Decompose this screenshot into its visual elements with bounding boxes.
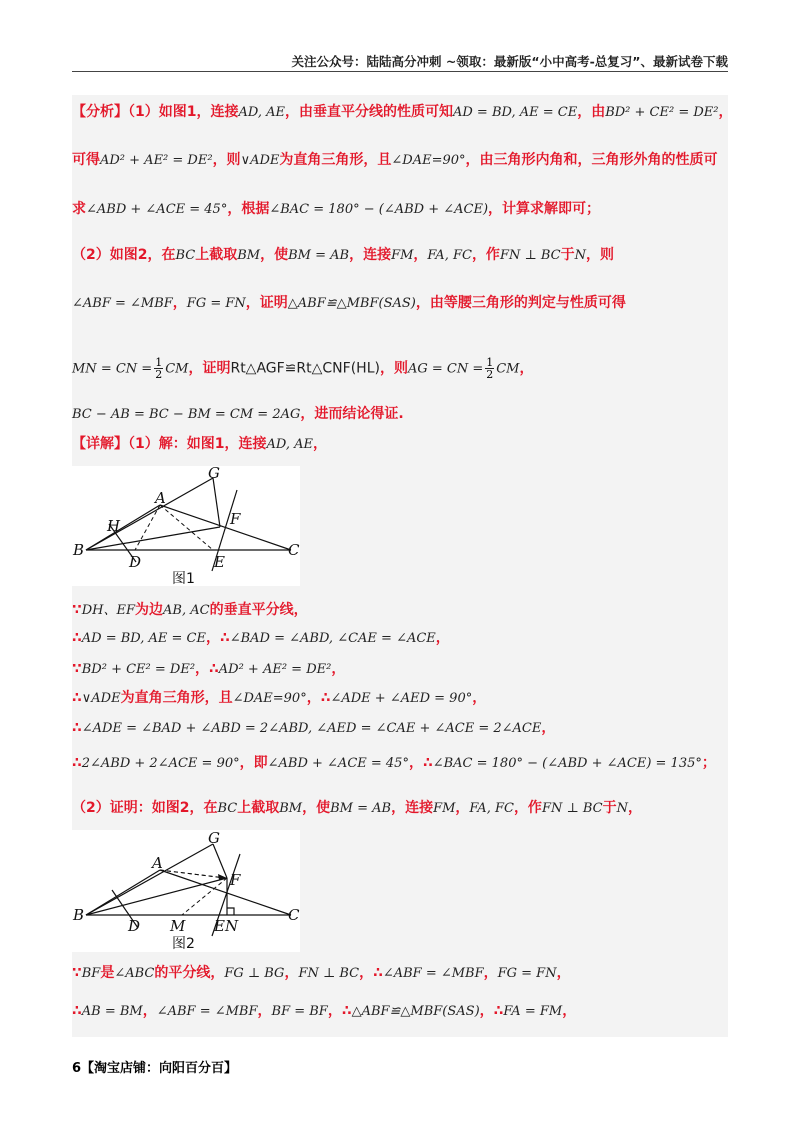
fraction-half: $\frac{1}{2}$ [486, 356, 494, 381]
analysis-line-4: （2）如图2，在BC上截取BM，使BM = AB，连接FM，FA, FC，作FN ⊥ BC于N，则 [72, 247, 614, 263]
detail-line-3: ∴AD = BD, AE = CE，∴∠BAD = ∠ABD, ∠CAE = ∠ACE， [72, 630, 450, 646]
fig2-label-D: D [128, 917, 141, 935]
fig1-label-G: G [208, 466, 220, 482]
analysis-line-5: ∠ABF = ∠MBF，FG = FN，证明△ABF≌△MBF(SAS)，由等腰三角形的判定与性质可得 [72, 295, 626, 311]
detail-line-1: 【详解】（1）解：如图1，连接AD, AE， [72, 436, 327, 452]
analysis-line-1: 【分析】（1）如图1，连接AD, AE，由垂直平分线的性质可知AD = BD, AE = CE，由BD² + CE² = DE²， [72, 104, 733, 120]
fig1-caption: 图1 [172, 571, 195, 586]
detail-line-8: （2）证明：如图2，在BC上截取BM，使BM = AB，连接FM，FA, FC，作FN ⊥ BC于N， [72, 800, 642, 816]
analysis-line-6: MN = CN = $\frac{1}{2}$ CM，证明Rt△AGF≌Rt△CNF(HL)，则AG = CN = $\frac{1}{2}$ CM， [72, 356, 534, 381]
fig1-label-H: H [107, 517, 121, 535]
fig1-label-C: C [288, 541, 300, 559]
fig2-label-G: G [208, 830, 220, 847]
detail-line-9: ∵BF是∠ABC的平分线，FG ⊥ BG，FN ⊥ BC，∴∠ABF = ∠MBF，FG = FN， [72, 965, 571, 981]
detail-line-10: ∴AB = BM，∠ABF = ∠MBF，BF = BF，∴△ABF≌△MBF(SAS)，∴FA = FM， [72, 1003, 577, 1019]
fig2-label-F: F [230, 871, 241, 889]
analysis-line-7: BC − AB = BC − BM = CM = 2AG，进而结论得证. [72, 406, 404, 422]
fig2-label-M: M [170, 917, 186, 935]
fig1-label-F: F [230, 510, 241, 528]
fig2-caption: 图2 [172, 936, 195, 952]
fig2-label-E: E [214, 917, 225, 935]
analysis-label: 【分析】（1）如图1，连接 [72, 104, 239, 120]
fig1-label-B: B [73, 541, 85, 559]
header-divider [72, 71, 728, 72]
fig2-label-C: C [288, 906, 300, 924]
detail-line-5: ∴∨ADE为直角三角形，且∠DAE=90°，∴∠ADE + ∠AED = 90°， [72, 690, 487, 706]
fig1-label-E: E [214, 553, 225, 571]
page-footer: 6【淘宝店铺：向阳百分百】 [72, 1061, 238, 1076]
figure-1 [72, 466, 300, 586]
fraction-half: $\frac{1}{2}$ [155, 356, 163, 381]
fig2-label-N: N [225, 917, 239, 935]
detail-line-7: ∴2∠ABD + 2∠ACE = 90°，即∠ABD + ∠ACE = 45°，∴∠BAC = 180° − (∠ABD + ∠ACE) = 135°； [72, 755, 716, 771]
detail-line-6: ∴∠ADE = ∠BAD + ∠ABD = 2∠ABD, ∠AED = ∠CAE + ∠ACE = 2∠ACE， [72, 720, 556, 736]
analysis-line-3: 求∠ABD + ∠ACE = 45°，根据∠BAC = 180° − (∠ABD + ∠ACE)，计算求解即可； [72, 201, 601, 217]
page-header: 关注公众号：陆陆高分冲刺 ~领取：最新版“小中高考-总复习”、最新试卷下载 [291, 54, 728, 69]
fig1-label-A: A [155, 489, 166, 507]
detail-line-2: ∵DH、EF为边AB, AC的垂直平分线， [72, 602, 308, 618]
detail-label: 【详解】（1）解：如图1，连接 [72, 436, 267, 452]
analysis-line-2: 可得AD² + AE² = DE²，则∨ADE为直角三角形，且∠DAE=90°，由三角形内角和，三角形外角的性质可 [72, 152, 718, 168]
fig2-label-A: A [152, 854, 163, 872]
fig1-label-D: D [129, 553, 142, 571]
detail-line-4: ∵BD² + CE² = DE²，∴AD² + AE² = DE²， [72, 661, 346, 677]
fig2-label-B: B [73, 906, 85, 924]
figure-2 [72, 830, 300, 952]
